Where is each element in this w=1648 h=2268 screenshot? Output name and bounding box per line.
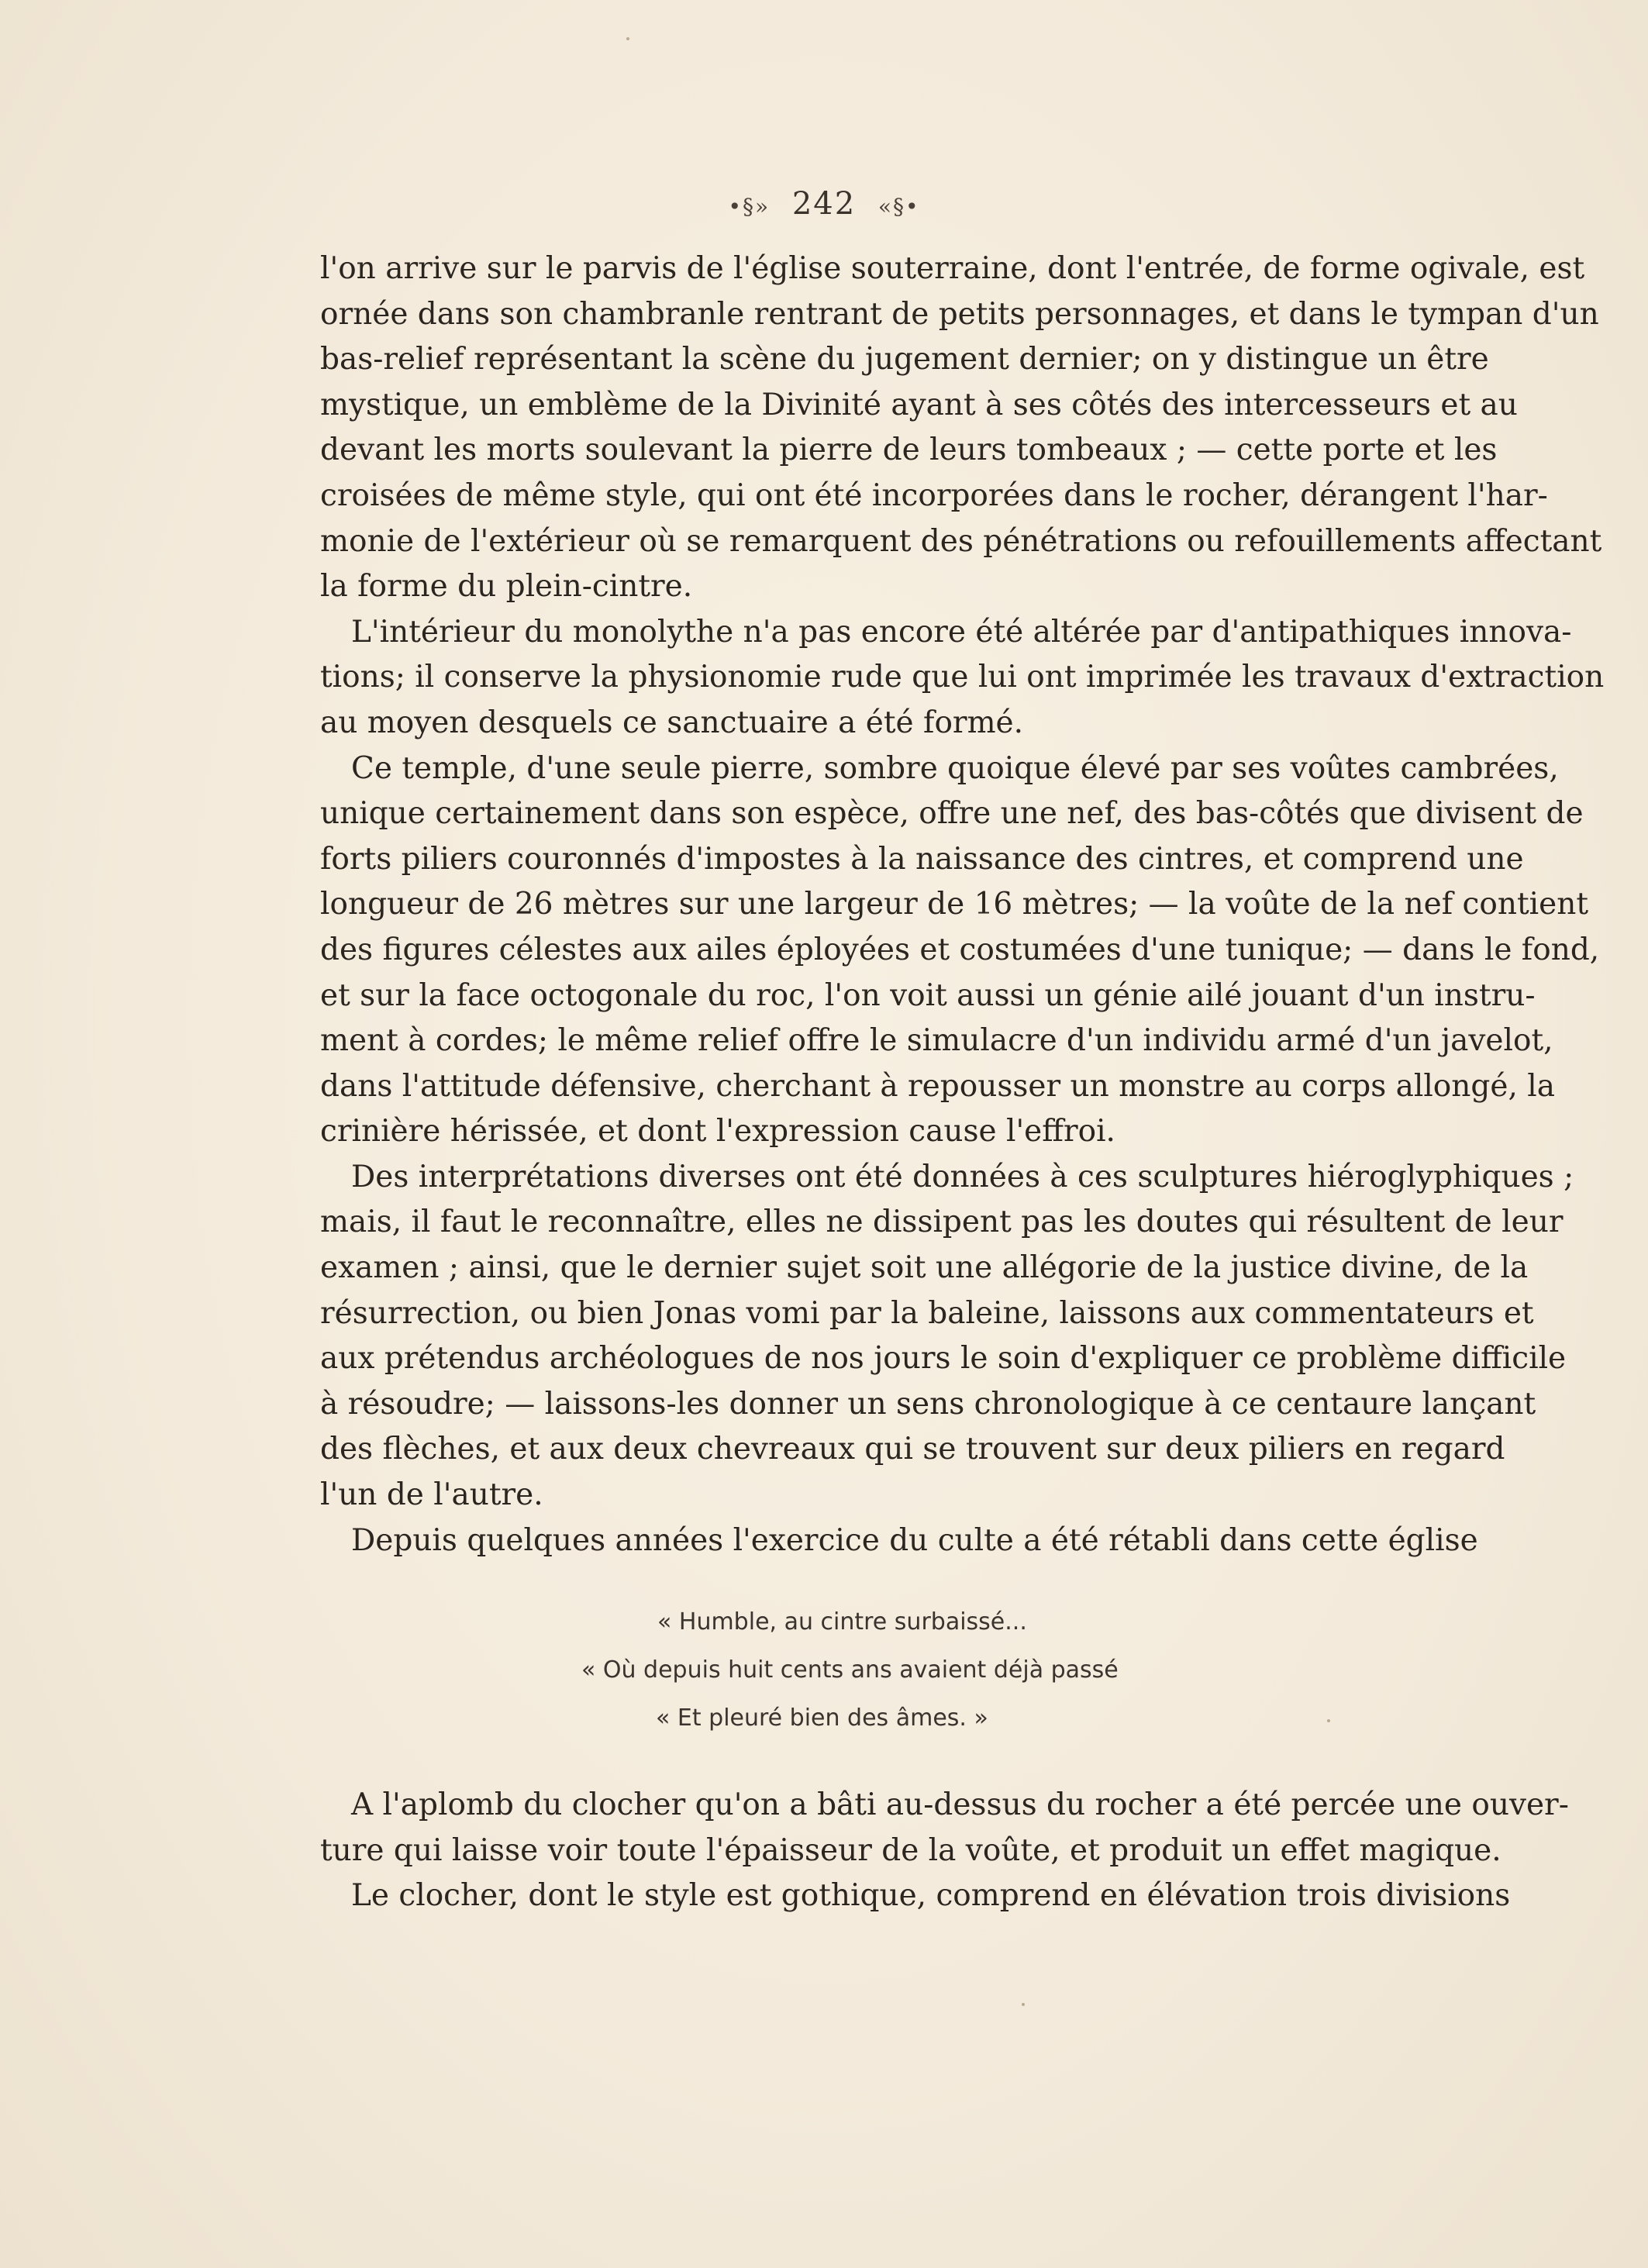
page-header [0, 186, 1648, 222]
paper-speck [1327, 1719, 1330, 1722]
verse-line: « Et pleuré bien des âmes. » [656, 1704, 988, 1732]
paragraph [320, 1155, 1574, 1518]
text-line: unique certainement dans son espèce, offre une nef, des bas-côtés que divisent de [320, 796, 1584, 832]
text-line: ornée dans son chambranle rentrant de petits personnages, et dans le tympan d'un [320, 296, 1599, 332]
text-line: croisées de même style, qui ont été incorporées dans le rocher, dérangent l'har- [320, 477, 1548, 513]
paragraph [320, 1873, 1511, 1919]
paragraph [320, 1783, 1569, 1873]
paragraph [320, 246, 1602, 610]
main-text [320, 246, 1605, 1563]
verse-line: « Où depuis huit cents ans avaient déjà passé [581, 1656, 1119, 1684]
text-line: longueur de 26 mètres sur une largeur de 16 mètres; — la voûte de la nef contient [320, 887, 1589, 922]
text-line: dans l'attitude défensive, cherchant à repousser un monstre au corps allongé, la [320, 1068, 1555, 1104]
paper-speck [626, 37, 629, 40]
text-line: des flèches, et aux deux chevreaux qui se trouvent sur deux piliers en regard [320, 1432, 1505, 1467]
paragraph [320, 610, 1605, 746]
text-line: Depuis quelques années l'exercice du culte a été rétabli dans cette église [351, 1522, 1478, 1558]
text-line: crinière hérissée, et dont l'expression cause l'effroi. [320, 1114, 1115, 1150]
text-line: résurrection, ou bien Jonas vomi par la baleine, laissons aux commentateurs et [320, 1295, 1534, 1331]
closing-text [320, 1783, 1569, 1919]
text-line: aux prétendus archéologues de nos jours le soin d'expliquer ce problème difficile [320, 1341, 1567, 1377]
text-line: au moyen desquels ce sanctuaire a été formé. [320, 705, 1024, 740]
text-line: mystique, un emblème de la Divinité ayant à ses côtés des intercesseurs et au [320, 387, 1518, 422]
text-line: monie de l'extérieur où se remarquent des pénétrations ou refouillements affectant [320, 523, 1602, 559]
text-line: Des interprétations diverses ont été données à ces sculptures hiéroglyphiques ; [351, 1159, 1574, 1194]
paper-speck [1022, 2003, 1025, 2006]
text-line: des figures célestes aux ailes éployées et costumées d'une tunique; — dans le fond, [320, 932, 1600, 967]
text-line: devant les morts soulevant la pierre de leurs tombeaux ; — cette porte et les [320, 433, 1498, 468]
text-line: à résoudre; — laissons-les donner un sens chronologique à ce centaure lançant [320, 1386, 1536, 1422]
verse-line: « Humble, au cintre surbaissé... [657, 1608, 1027, 1636]
text-line: ment à cordes; le même relief offre le simulacre d'un individu armé d'un javelot, [320, 1023, 1553, 1059]
text-line: la forme du plein-cintre. [320, 569, 693, 605]
text-line: ture qui laisse voir toute l'épaisseur de la voûte, et produit un effet magique. [320, 1832, 1501, 1868]
text-line: Ce temple, d'une seule pierre, sombre quoique élevé par ses voûtes cambrées, [351, 750, 1559, 786]
text-line: bas-relief représentant la scène du jugement dernier; on y distingue un être [320, 342, 1489, 377]
text-line: L'intérieur du monolythe n'a pas encore été altérée par d'antipathiques innova- [351, 614, 1572, 650]
text-line: tions; il conserve la physionomie rude que lui ont imprimée les travaux d'extraction [320, 660, 1605, 695]
text-line: l'on arrive sur le parvis de l'église souterraine, dont l'entrée, de forme ogivale, est [320, 251, 1585, 286]
page-number: 242 [791, 186, 857, 222]
verse-quotation [0, 1598, 1648, 1742]
text-line: et sur la face octogonale du roc, l'on voit aussi un génie ailé jouant d'un instru- [320, 977, 1536, 1013]
text-line: l'un de l'autre. [320, 1477, 543, 1513]
paragraph [320, 746, 1600, 1155]
ornament-right-icon: «⁠§⁠• [877, 193, 920, 219]
text-line: A l'aplomb du clocher qu'on a bâti au-dessus du rocher a été percée une ouver- [351, 1787, 1569, 1822]
paragraph [320, 1518, 1478, 1564]
text-line: mais, il faut le reconnaître, elles ne dissipent pas les doutes qui résultent de leur [320, 1205, 1564, 1240]
text-line: forts piliers couronnés d'impostes à la naissance des cintres, et comprend une [320, 841, 1524, 877]
text-line: examen ; ainsi, que le dernier sujet soit une allégorie de la justice divine, de la [320, 1250, 1529, 1286]
text-line: Le clocher, dont le style est gothique, comprend en élévation trois divisions [351, 1878, 1511, 1914]
ornament-left-icon: •⁠§⁠» [728, 193, 771, 219]
